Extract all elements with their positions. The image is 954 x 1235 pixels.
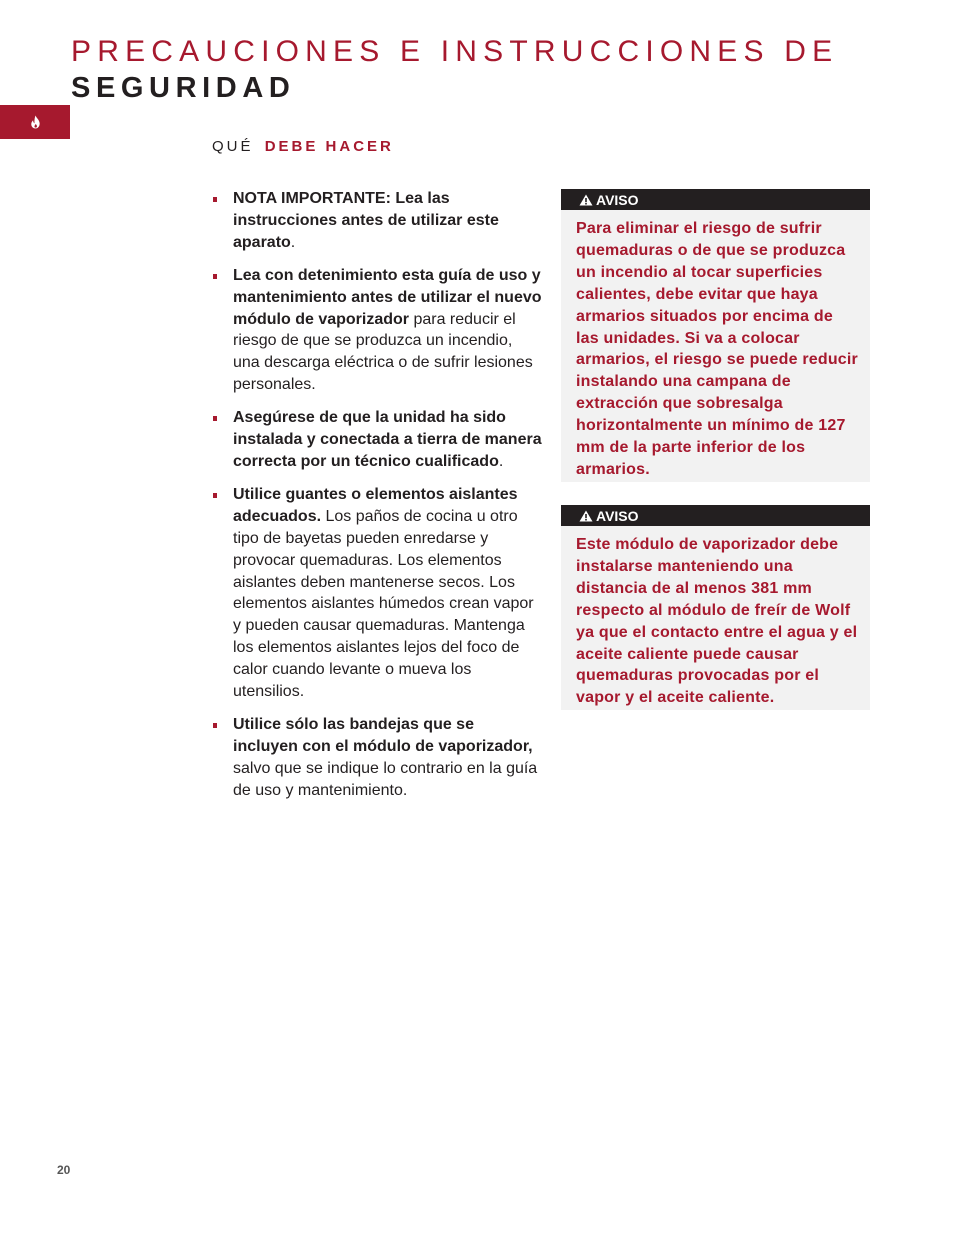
list-item-bold: Utilice guantes o elementos aislantes adecuados.	[233, 485, 518, 525]
warning-body	[561, 210, 870, 482]
section-heading	[212, 138, 394, 155]
list-item-text: Los paños de cocina u otro tipo de bayetas pueden enredarse y provocar quemaduras. Los elementos aislantes deben mantenerse secos. Los elementos aislantes húmedos crean vapor y pueden causar quemaduras. Mantenga los elementos aislantes lejos del foco de calor cuando levante o mueva los utensilios.	[233, 507, 534, 701]
list-item-bold: NOTA IMPORTANTE: Lea las instrucciones antes de utilizar este aparato	[233, 190, 499, 251]
warning-header	[561, 505, 870, 526]
warning-label: AVISO	[596, 507, 639, 524]
warning-label: AVISO	[596, 191, 639, 208]
list-item-text: .	[290, 233, 296, 251]
list-item-bold: Lea con detenimiento esta guía de uso y mantenimiento antes de utilizar el nuevo módulo de vaporizador	[233, 266, 542, 328]
page-number: 20	[57, 1163, 71, 1177]
section-tab	[0, 105, 70, 139]
list-item	[212, 407, 542, 473]
page-title-line2: SEGURIDAD	[71, 72, 296, 104]
list-item-bold: Utilice sólo las bandejas que se incluyen con el módulo de vaporizador,	[233, 715, 533, 755]
section-heading-accent: DEBE HACER	[264, 138, 394, 155]
page-title-line1: PRECAUCIONES E INSTRUCCIONES DE	[71, 35, 839, 68]
list-item-text: para reducir el riesgo de que se produzca un incendio, una descarga eléctrica o de sufrir lesiones personales.	[233, 310, 533, 394]
section-heading-prefix: QUÉ	[212, 138, 254, 155]
list-item	[212, 714, 542, 802]
page-title	[71, 34, 838, 106]
warning-box-1	[561, 189, 870, 482]
warning-icon	[579, 510, 593, 522]
warning-icon	[579, 194, 593, 206]
list-item-text: salvo que se indique lo contrario en la guía de uso y mantenimiento.	[233, 759, 538, 799]
list-item	[212, 484, 542, 703]
safety-instructions-list	[212, 188, 542, 813]
warning-box-2	[561, 505, 870, 710]
list-item-text: .	[498, 452, 504, 470]
list-item	[212, 265, 542, 396]
warning-header	[561, 189, 870, 210]
warning-text: Este módulo de vaporizador debe instalarse manteniendo una distancia de al menos 381 mm respecto al módulo de freír de Wolf ya que el contacto entre el agua y el aceite caliente puede causar quemaduras provocadas por el vapor y el aceite caliente.	[576, 536, 858, 707]
list-item	[212, 188, 542, 254]
warning-body	[561, 526, 870, 710]
warning-text: Para eliminar el riesgo de sufrir quemaduras o de que se produzca un incendio al tocar superficies calientes, debe evitar que haya armarios situados por encima de las unidades. Si va a colocar armarios, el riesgo se puede reducir instalando una campana de extracción que sobresalga horizontalmente un mínimo de 127 mm de la parte inferior de los armarios.	[576, 220, 858, 478]
flame-icon	[30, 115, 41, 129]
list-item-bold: Asegúrese de que la unidad ha sido instalada y conectada a tierra de manera correcta por un técnico cualificado	[233, 409, 542, 470]
